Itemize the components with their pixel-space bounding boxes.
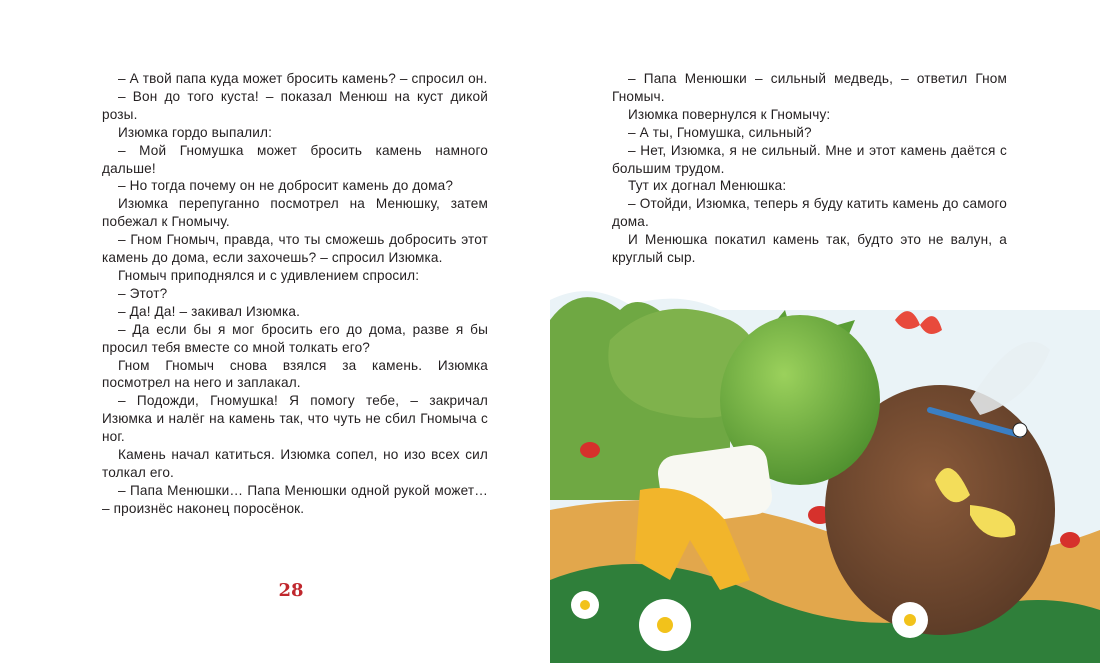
dragonfly-eye (1013, 423, 1027, 437)
paragraph: Камень начал катиться. Изюмка сопел, но изо всех сил толкал его. (102, 447, 488, 480)
right-text-column (612, 70, 1007, 267)
paragraph: – Мой Гномушка может бросить камень намного дальше! (102, 142, 488, 176)
paragraph: Изюмка повернулся к Гномычу: (628, 106, 831, 122)
daisy-center (657, 617, 673, 633)
paragraph: – Гном Гномыч, правда, что ты сможешь добросить этот камень до дома, если захочешь? – спросил Изюмка. (102, 232, 488, 266)
paragraph: – Папа Менюшки… Папа Менюшки одной рукой может… – произнёс наконец поросёнок. (102, 482, 488, 516)
paragraph: – Да! Да! – закивал Изюмка. (118, 303, 301, 319)
paragraph: – А ты, Гномушка, сильный? (628, 124, 812, 140)
page-number: 28 (278, 580, 304, 601)
paragraph: Изюмка перепуганно посмотрел на Менюшку, затем побежал к Гномычу. (102, 196, 488, 230)
paragraph: – Нет, Изюмка, я не сильный. Мне и этот камень даётся с большим трудом. (612, 142, 1007, 176)
paragraph: – Подожди, Гномушка! Я помогу тебе, – закричал Изюмка и налёг на камень так, что чуть не сбил Гномыча с ног. (102, 393, 488, 445)
daisy-center (904, 614, 916, 626)
paragraph: – Папа Менюшки – сильный медведь, – ответил Гном Гномыч. (612, 71, 1007, 104)
daisy-center (580, 600, 590, 610)
paragraph: – Да если бы я мог бросить его до дома, разве я бы просил тебя вместе со мной толкать его? (102, 321, 488, 355)
paragraph: – Этот? (118, 285, 168, 301)
flower-bud (1060, 532, 1080, 548)
paragraph: Гномыч приподнялся и с удивлением спросил: (118, 267, 420, 283)
left-text-column (102, 70, 488, 518)
paragraph: – А твой папа куда может бросить камень? – спросил он. (118, 71, 488, 86)
paragraph: Изюмка гордо выпалил: (118, 124, 273, 140)
paragraph: – Вон до того куста! – показал Менюш на куст дикой розы. (102, 88, 488, 122)
flower-bud (580, 442, 600, 458)
story-illustration (550, 280, 1100, 663)
paragraph: – Отойди, Изюмка, теперь я буду катить камень до самого дома. (612, 196, 1007, 230)
paragraph: Гном Гномыч снова взялся за камень. Изюмка посмотрел на него и заплакал. (102, 357, 488, 391)
paragraph: И Менюшка покатил камень так, будто это не валун, а круглый сыр. (612, 232, 1007, 266)
paragraph: – Но тогда почему он не добросит камень до дома? (118, 178, 454, 194)
paragraph: Тут их догнал Менюшка: (628, 178, 787, 194)
